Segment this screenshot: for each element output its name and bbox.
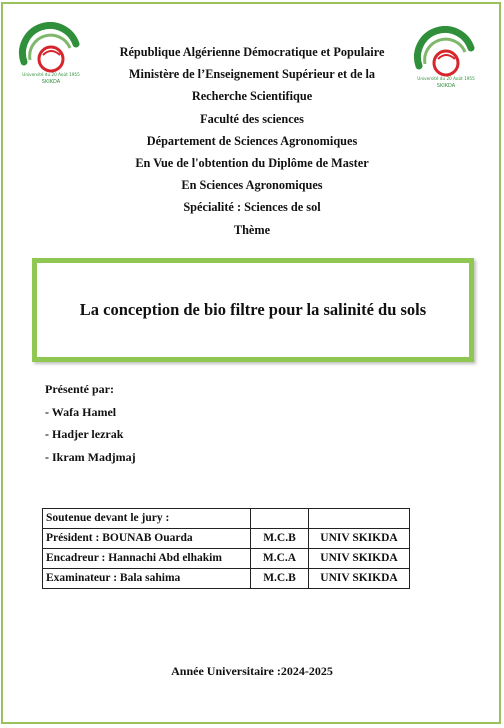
header-department: Département de Sciences Agronomiques — [146, 133, 358, 148]
student-name: - Wafa Hamel — [45, 404, 117, 419]
thesis-title-box — [32, 258, 474, 362]
jury-university: UNIV SKIKDA — [309, 529, 410, 549]
student-name: - Ikram Madjmaj — [45, 449, 136, 464]
header-specialty: Spécialité : Sciences de sol — [183, 200, 321, 215]
jury-grade: M.C.A — [251, 549, 309, 569]
logo-right-caption-bottom: SKIKDA — [436, 83, 456, 89]
table-row — [43, 529, 410, 549]
thesis-title: La conception de bio filtre pour la salinité du sols — [79, 300, 427, 319]
jury-role: Président : BOUNAB Ouarda — [43, 529, 251, 549]
jury-role: Examinateur : Bala sahima — [43, 569, 251, 589]
presented-by-label: Présenté par: — [45, 382, 114, 396]
header-republic: République Algérienne Démocratique et Populaire — [119, 45, 385, 59]
presented-by-section — [45, 378, 136, 468]
academic-year: Année Universitaire :2024-2025 — [171, 664, 333, 678]
jury-grade: M.C.B — [251, 529, 309, 549]
header-diploma: En Vue de l'obtention du Diplôme de Master — [135, 155, 369, 170]
institution-header — [80, 41, 424, 241]
header-theme: Thème — [233, 222, 271, 237]
jury-table — [42, 508, 410, 589]
logo-left-caption-top: Université du 20 Août 1955 — [22, 72, 80, 77]
jury-university: UNIV SKIKDA — [309, 549, 410, 569]
student-name: - Hadjer lezrak — [45, 427, 124, 441]
logo-right-caption-top: Université du 20 Août 1955 — [417, 76, 475, 81]
header-ministry: Ministère de l’Enseignement Supérieur et de la — [128, 67, 376, 82]
table-row — [43, 569, 410, 589]
table-row — [43, 549, 410, 569]
jury-university: UNIV SKIKDA — [309, 569, 410, 589]
jury-header: Soutenue devant le jury : — [43, 509, 251, 529]
header-faculty: Faculté des sciences — [200, 111, 304, 126]
header-ministry-cont: Recherche Scientifique — [191, 89, 313, 104]
header-field: En Sciences Agronomiques — [181, 178, 323, 193]
jury-grade: M.C.B — [251, 569, 309, 589]
jury-header-row — [43, 509, 410, 529]
jury-role: Encadreur : Hannachi Abd elhakim — [43, 549, 251, 569]
university-logo-left — [16, 22, 86, 92]
logo-left-caption-bottom: SKIKDA — [41, 79, 61, 85]
